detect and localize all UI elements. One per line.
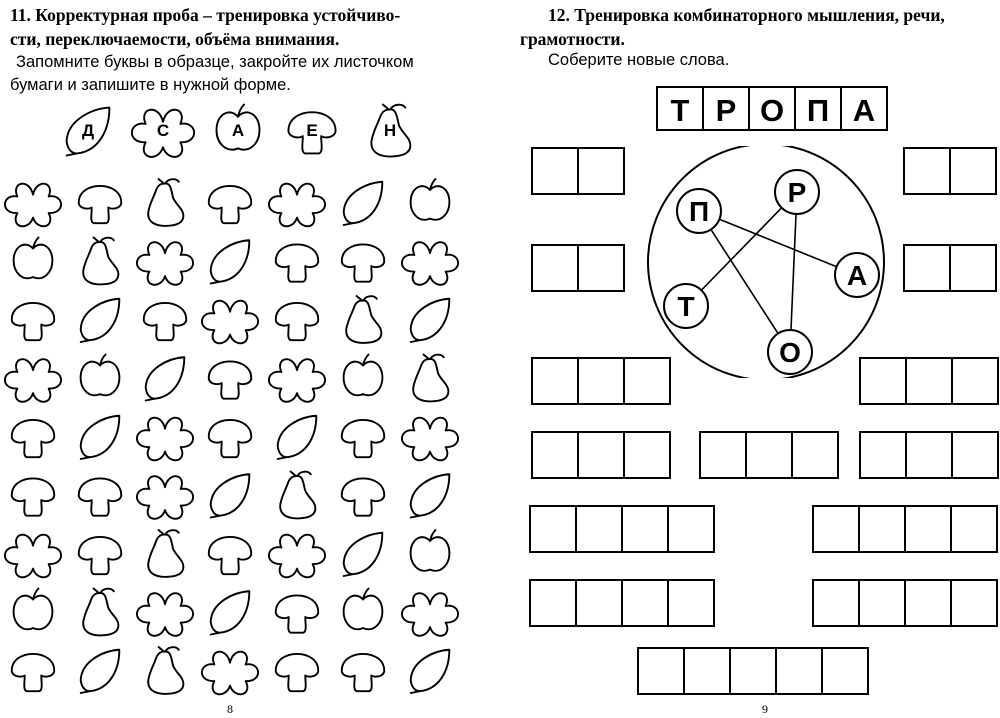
- mushroom-icon: [79, 537, 121, 574]
- legend-letter: С: [156, 121, 170, 140]
- mushroom-icon: [12, 420, 54, 457]
- pear-icon: [83, 589, 118, 636]
- mushroom-icon: [342, 478, 384, 515]
- apple-icon: [344, 589, 383, 630]
- flower-icon: [137, 242, 193, 285]
- legend-letter: Е: [306, 121, 318, 140]
- leaf-icon: [81, 416, 120, 459]
- pear-icon: [413, 355, 448, 402]
- flower-icon: [269, 184, 325, 227]
- leaf-icon: [411, 474, 450, 517]
- mushroom-icon: [209, 361, 251, 398]
- apple-icon: [14, 238, 53, 279]
- svg-text:А: А: [846, 260, 868, 291]
- pear-icon: [280, 472, 315, 519]
- leaf-icon: [211, 474, 250, 517]
- left-page: [0, 0, 494, 718]
- leaf-icon: [411, 299, 450, 342]
- flower-icon: [5, 184, 61, 227]
- svg-text:Т: Т: [677, 291, 695, 322]
- leaf-icon: [411, 650, 450, 693]
- leaf-icon: [211, 240, 250, 283]
- apple-icon: [81, 355, 120, 396]
- svg-text:Р: Р: [787, 177, 807, 208]
- exercise-12-heading-line2: грамотности.: [520, 29, 625, 49]
- exercise-11-instruction-line2: бумаги и запишите в нужной форме.: [10, 76, 291, 94]
- exercise-11-heading-line2: сти, переключаемости, объёма внимания.: [10, 29, 340, 49]
- flower-icon: [269, 535, 325, 578]
- exercise-11-heading-line1: 11. Корректурная проба – тренировка устойчиво-: [10, 5, 401, 25]
- mushroom-icon: [342, 654, 384, 691]
- svg-text:Р: Р: [715, 93, 737, 128]
- page-number: 9: [762, 702, 768, 716]
- pear-icon: [346, 296, 381, 343]
- exercise-12-instruction: Соберите новые слова.: [548, 51, 730, 69]
- apple-icon: [344, 355, 383, 396]
- answer-box-3-letters[interactable]: [700, 432, 838, 478]
- answer-box-4-letters[interactable]: [813, 580, 997, 626]
- svg-text:П: П: [806, 93, 830, 128]
- flower-icon: [202, 652, 258, 695]
- mushroom-icon: [209, 537, 251, 574]
- leaf-icon: [278, 416, 317, 459]
- flower-icon: [5, 359, 61, 402]
- mushroom-icon: [276, 654, 318, 691]
- mushroom-icon: [79, 186, 121, 223]
- exercise-12-heading-line1: 12. Тренировка комбинаторного мышления, речи,: [548, 5, 945, 25]
- answer-box-4-letters[interactable]: [813, 506, 997, 552]
- mushroom-icon: [342, 420, 384, 457]
- page-number: 8: [227, 702, 233, 716]
- answer-box-3-letters[interactable]: [532, 358, 670, 404]
- flower-icon: [402, 242, 458, 285]
- answer-box-2-letters[interactable]: [532, 148, 624, 194]
- answer-box-5-letters[interactable]: [638, 648, 868, 694]
- apple-icon: [411, 179, 450, 220]
- mushroom-icon: [12, 478, 54, 515]
- svg-text:А: А: [852, 93, 876, 128]
- exercise-11-instruction-line1: Запомните буквы в образце, закройте их листочком: [16, 53, 414, 71]
- mushroom-icon: [12, 303, 54, 340]
- pear-icon: [148, 530, 183, 577]
- flower-icon: [402, 593, 458, 636]
- mushroom-icon: [209, 420, 251, 457]
- answer-box-4-letters[interactable]: [530, 580, 714, 626]
- svg-text:О: О: [759, 93, 785, 128]
- mushroom-icon: [12, 654, 54, 691]
- leaf-icon: [211, 591, 250, 634]
- answer-box-2-letters[interactable]: [904, 245, 996, 291]
- mushroom-icon: [342, 244, 384, 281]
- svg-text:Т: Т: [670, 93, 690, 128]
- svg-text:П: П: [688, 196, 710, 227]
- answer-boxes: [506, 0, 1000, 718]
- flower-icon: [402, 418, 458, 461]
- legend-letter: Д: [81, 121, 95, 140]
- answer-box-3-letters[interactable]: [860, 432, 998, 478]
- apple-icon: [14, 589, 53, 630]
- pear-icon: [83, 238, 118, 285]
- flower-icon: [269, 359, 325, 402]
- flower-icon: [5, 535, 61, 578]
- mushroom-icon: [144, 303, 186, 340]
- answer-box-3-letters[interactable]: [860, 358, 998, 404]
- mushroom-icon: [79, 478, 121, 515]
- legend-letter: Н: [383, 121, 397, 140]
- sample-legend: [0, 100, 494, 162]
- pear-icon: [148, 647, 183, 694]
- mushroom-icon: [276, 595, 318, 632]
- flower-icon: [137, 418, 193, 461]
- leaf-icon: [146, 357, 185, 400]
- right-page: [506, 0, 1000, 718]
- pear-icon: [148, 179, 183, 226]
- flower-icon: [202, 301, 258, 344]
- leaf-icon: [81, 650, 120, 693]
- mushroom-icon: [276, 244, 318, 281]
- mushroom-icon: [276, 303, 318, 340]
- flower-icon: [137, 593, 193, 636]
- answer-box-3-letters[interactable]: [532, 432, 670, 478]
- leaf-icon: [344, 533, 383, 576]
- answer-box-2-letters[interactable]: [904, 148, 996, 194]
- answer-box-2-letters[interactable]: [532, 245, 624, 291]
- leaf-icon: [344, 182, 383, 225]
- apple-icon: [411, 530, 450, 571]
- mushroom-icon: [209, 186, 251, 223]
- shape-grid: [0, 170, 494, 700]
- answer-box-4-letters[interactable]: [530, 506, 714, 552]
- legend-letter: А: [231, 121, 245, 140]
- leaf-icon: [81, 299, 120, 342]
- svg-text:О: О: [779, 337, 801, 368]
- flower-icon: [137, 476, 193, 519]
